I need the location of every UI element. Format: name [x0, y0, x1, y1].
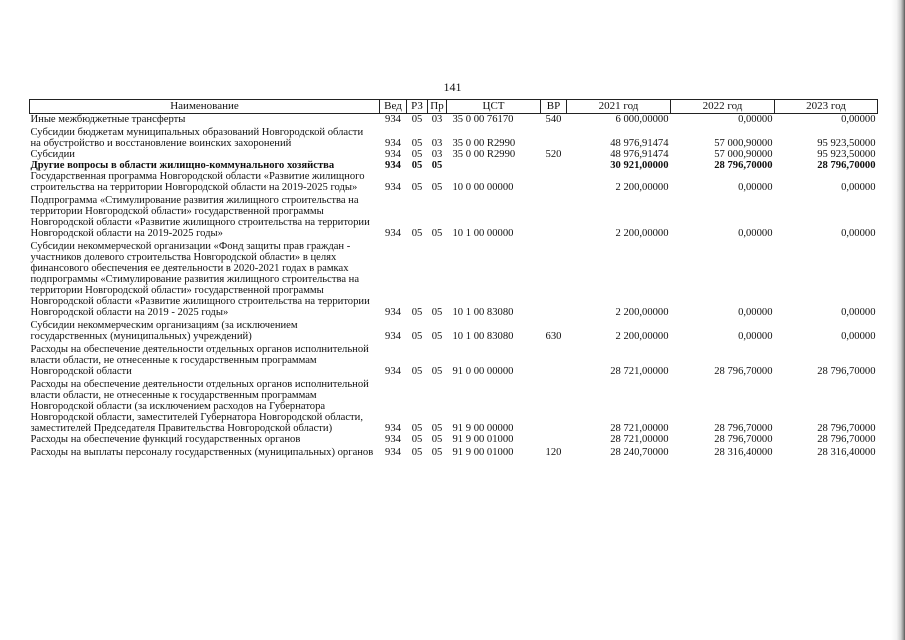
row-vr: [541, 377, 567, 434]
row-2022: 28 796,70000: [714, 366, 773, 377]
row-2023: 0,00000: [841, 228, 876, 239]
page-number: 141: [443, 80, 462, 94]
row-name: Расходы на выплаты персоналу государственных (муниципальных) органов: [30, 447, 374, 458]
row-vr: [541, 193, 567, 239]
row-cst: 91 0 00 00000: [452, 366, 514, 377]
table-header-row: [30, 100, 878, 114]
row-rz: 05: [411, 447, 423, 458]
row-pr: 05: [431, 331, 443, 342]
row-rz: 05: [411, 423, 423, 434]
row-cst: 91 9 00 01000: [452, 447, 514, 458]
header-2021: 2021 год: [567, 100, 671, 114]
row-ved: 934: [385, 138, 401, 149]
row-pr: 05: [431, 434, 443, 445]
row-name: Государственная программа Новгородской области «Развитие жилищного строительства на территории Новгородской области на 2019-2025 годы»: [30, 171, 365, 193]
row-ved: 934: [385, 228, 401, 239]
row-2023: 95 923,50000: [817, 149, 876, 160]
row-ved: 934: [385, 423, 401, 434]
row-2021: 2 200,00000: [615, 228, 669, 239]
row-2022: 28 316,40000: [714, 447, 773, 458]
header-cst: ЦСТ: [447, 100, 541, 114]
row-cst: 10 1 00 00000: [452, 228, 514, 239]
row-cst: [447, 160, 541, 171]
row-rz: 05: [411, 307, 423, 318]
row-name: Субсидии некоммерческим организациям (за исключением государственных (муниципальных) учреждений): [30, 320, 298, 342]
row-2023: 28 796,70000: [817, 423, 876, 434]
row-pr: 05: [431, 423, 443, 434]
row-cst: 10 1 00 83080: [452, 307, 514, 318]
row-name: Субсидии бюджетам муниципальных образований Новгородской области на обустройство и восстановление воинских захоронений: [30, 127, 364, 149]
row-rz: 05: [411, 434, 423, 445]
header-name: Наименование: [30, 100, 380, 114]
row-2022: 28 796,70000: [714, 434, 773, 445]
row-cst: 35 0 00 76170: [452, 114, 514, 125]
row-2021: 2 200,00000: [615, 182, 669, 193]
row-2021: 48 976,91474: [610, 149, 669, 160]
row-pr: 05: [431, 160, 443, 171]
row-ved: 934: [385, 114, 401, 125]
row-rz: 05: [411, 331, 423, 342]
row-vr: 520: [545, 149, 562, 160]
row-cst: 10 0 00 00000: [452, 182, 514, 193]
row-vr: 630: [545, 331, 562, 342]
row-2023: 0,00000: [841, 307, 876, 318]
row-rz: 05: [411, 149, 423, 160]
row-2022: 0,00000: [738, 331, 773, 342]
row-2022: 0,00000: [738, 114, 773, 125]
row-2022: 57 000,90000: [714, 149, 773, 160]
row-vr: [541, 171, 567, 193]
header-2022: 2022 год: [671, 100, 775, 114]
header-rz: РЗ: [407, 100, 428, 114]
table-row: [30, 149, 878, 160]
row-2021: 6 000,00000: [615, 114, 669, 125]
row-vr: [541, 239, 567, 318]
row-2021: 28 721,00000: [610, 434, 669, 445]
row-ved: 934: [385, 182, 401, 193]
row-2023: 95 923,50000: [817, 138, 876, 149]
row-2022: 57 000,90000: [714, 138, 773, 149]
row-pr: 03: [431, 149, 443, 160]
row-pr: 05: [431, 366, 443, 377]
table-row: [30, 445, 878, 458]
row-2022: 0,00000: [738, 182, 773, 193]
row-name: Субсидии: [30, 149, 75, 160]
row-name: Субсидии некоммерческой организации «Фонд защиты прав граждан - участников долевого строительства Новгородской области» в целях финансового обеспечения ее деятельности в 2020-2021 годах в рамках подпрограммы «Стимулирование развития жилищного строительства на территории Новгородской области» государственной программы Новгородской области «Развитие жилищного строительства на территории Новгородской области на 2019 - 2025 годы»: [30, 241, 370, 318]
row-vr: [541, 125, 567, 149]
row-name: Иные межбюджетные трансферты: [30, 114, 186, 125]
row-ved: 934: [385, 149, 401, 160]
row-2022: 0,00000: [738, 228, 773, 239]
row-2021: 28 240,70000: [610, 447, 669, 458]
row-pr: 05: [431, 182, 443, 193]
table-row: [30, 318, 878, 342]
row-2023: 28 316,40000: [817, 447, 876, 458]
row-cst: 10 1 00 83080: [452, 331, 514, 342]
row-name: Подпрограмма «Стимулирование развития жилищного строительства на территории Новгородской области» государственной программы Новгородской области «Развитие жилищного строительства на территории Новгородской области на 2019-2025 годы»: [30, 195, 370, 239]
row-2023: 0,00000: [841, 331, 876, 342]
row-vr: [541, 160, 567, 171]
row-2021: 30 921,00000: [610, 160, 669, 171]
budget-table: [29, 99, 878, 458]
row-cst: 91 9 00 01000: [452, 434, 514, 445]
row-vr: 540: [545, 114, 562, 125]
row-2023: 0,00000: [841, 182, 876, 193]
row-cst: 35 0 00 R2990: [452, 149, 516, 160]
header-pr: Пр: [428, 100, 447, 114]
row-pr: 05: [431, 447, 443, 458]
row-cst: 91 9 00 00000: [452, 423, 514, 434]
header-vr: ВР: [541, 100, 567, 114]
row-rz: 05: [411, 114, 423, 125]
table-row: [30, 434, 878, 445]
row-name: Расходы на обеспечение деятельности отдельных органов исполнительной власти области, не отнесенные к государственным программам Новгородской области: [30, 344, 369, 377]
row-2022: 28 796,70000: [714, 423, 773, 434]
row-ved: 934: [385, 160, 401, 171]
row-name: Другие вопросы в области жилищно-коммунального хозяйства: [30, 160, 335, 171]
row-2023: 28 796,70000: [817, 434, 876, 445]
table-row: [30, 171, 878, 193]
row-2023: 0,00000: [841, 114, 876, 125]
row-cst: 35 0 00 R2990: [452, 138, 516, 149]
row-name: Расходы на обеспечение функций государственных органов: [30, 434, 301, 445]
row-ved: 934: [385, 434, 401, 445]
table-row: [30, 342, 878, 377]
row-2021: 28 721,00000: [610, 423, 669, 434]
scan-edge-shadow: [891, 0, 905, 640]
table-row: [30, 114, 878, 126]
row-2021: 28 721,00000: [610, 366, 669, 377]
row-vr: [541, 342, 567, 377]
row-2022: 0,00000: [738, 307, 773, 318]
row-name: Расходы на обеспечение деятельности отдельных органов исполнительной власти области, не отнесенные к государственным программам Новгородской области (за исключением расходов на Губернатора Новгородской области, заместителей Губернатора Новгородской области, заместителей Председателя Правительства Новгородской области): [30, 379, 369, 434]
row-ved: 934: [385, 447, 401, 458]
row-pr: 03: [431, 114, 443, 125]
row-ved: 934: [385, 331, 401, 342]
row-2022: 28 796,70000: [714, 160, 773, 171]
table-row: [30, 377, 878, 434]
row-rz: 05: [411, 182, 423, 193]
row-ved: 934: [385, 307, 401, 318]
row-2021: 2 200,00000: [615, 307, 669, 318]
header-ved: Вед: [380, 100, 407, 114]
row-2023: 28 796,70000: [817, 160, 876, 171]
row-rz: 05: [411, 228, 423, 239]
table-row: [30, 193, 878, 239]
row-rz: 05: [411, 366, 423, 377]
row-vr: 120: [545, 447, 562, 458]
row-2021: 2 200,00000: [615, 331, 669, 342]
table-row: [30, 239, 878, 318]
row-pr: 05: [431, 307, 443, 318]
row-vr: [541, 434, 567, 445]
row-pr: 05: [431, 228, 443, 239]
row-rz: 05: [411, 160, 423, 171]
table-row: [30, 125, 878, 149]
table-row: [30, 160, 878, 171]
row-rz: 05: [411, 138, 423, 149]
row-2021: 48 976,91474: [610, 138, 669, 149]
row-pr: 03: [431, 138, 443, 149]
header-2023: 2023 год: [775, 100, 878, 114]
row-ved: 934: [385, 366, 401, 377]
row-2023: 28 796,70000: [817, 366, 876, 377]
